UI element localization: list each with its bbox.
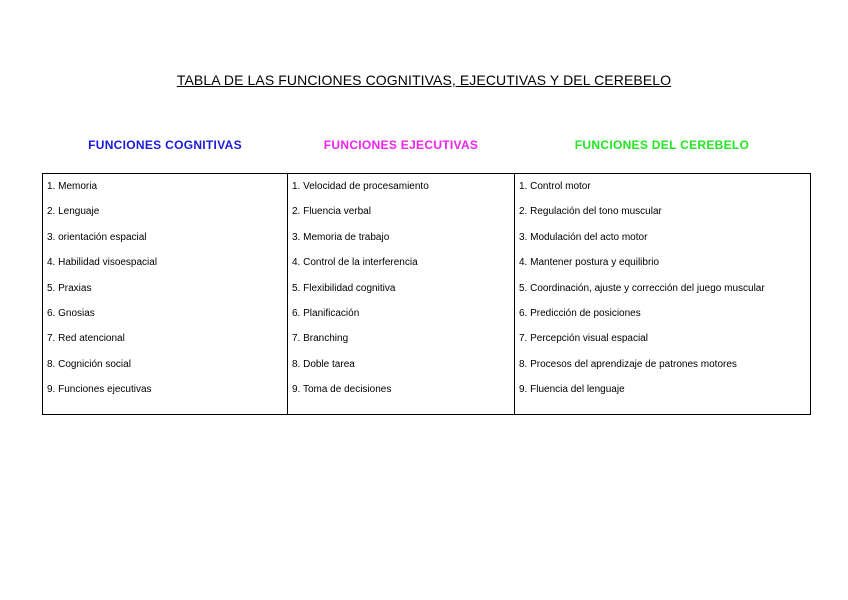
- list-item: 2. Lenguaje: [47, 206, 100, 218]
- list-item: 5. Praxias: [47, 282, 92, 294]
- list-item: 4. Mantener postura y equilibrio: [519, 257, 660, 269]
- list-item: 6. Predicción de posiciones: [519, 307, 641, 319]
- list-ejecutivas: [288, 174, 514, 409]
- column-cerebelo: [515, 174, 810, 414]
- list-item: 9. Toma de decisiones: [292, 384, 392, 396]
- list-item: 1. Memoria: [47, 181, 98, 192]
- list-item: 5. Coordinación, ajuste y corrección del juego muscular: [519, 282, 765, 294]
- list-item: 7. Percepción visual espacial: [519, 333, 648, 345]
- list-cognitivas: [43, 174, 287, 409]
- header-funciones-cognitivas: FUNCIONES COGNITIVAS: [88, 138, 242, 152]
- list-item: 2. Fluencia verbal: [292, 206, 371, 218]
- list-item: 6. Planificación: [292, 307, 360, 319]
- functions-table: [42, 173, 811, 415]
- column-headers: [0, 138, 848, 156]
- list-item: 2. Regulación del tono muscular: [519, 206, 662, 218]
- list-item: 3. Memoria de trabajo: [292, 231, 390, 243]
- list-item: 5. Flexibilidad cognitiva: [292, 282, 396, 294]
- page-title: TABLA DE LAS FUNCIONES COGNITIVAS, EJECUTIVAS Y DEL CEREBELO: [176, 72, 672, 88]
- column-ejecutivas: [288, 174, 515, 414]
- list-item: 3. orientación espacial: [47, 231, 147, 243]
- list-item: 1. Velocidad de procesamiento: [292, 181, 429, 192]
- column-cognitivas: [43, 174, 288, 414]
- list-item: 8. Cognición social: [47, 358, 131, 370]
- list-item: 6. Gnosias: [47, 307, 95, 319]
- list-item: 4. Habilidad visoespacial: [47, 257, 158, 269]
- list-item: 9. Funciones ejecutivas: [47, 384, 152, 396]
- list-item: 8. Doble tarea: [292, 358, 355, 370]
- list-item: 7. Red atencional: [47, 333, 125, 345]
- list-item: 9. Fluencia del lenguaje: [519, 384, 625, 396]
- list-item: 1. Control motor: [519, 181, 591, 192]
- list-item: 3. Modulación del acto motor: [519, 231, 648, 243]
- header-funciones-ejecutivas: FUNCIONES EJECUTIVAS: [323, 138, 479, 152]
- list-cerebelo: [515, 174, 810, 409]
- list-item: 4. Control de la interferencia: [292, 257, 418, 269]
- list-item: 7. Branching: [292, 333, 349, 345]
- list-item: 8. Procesos del aprendizaje de patrones motores: [519, 358, 737, 370]
- header-funciones-cerebelo: FUNCIONES DEL CEREBELO: [574, 138, 750, 152]
